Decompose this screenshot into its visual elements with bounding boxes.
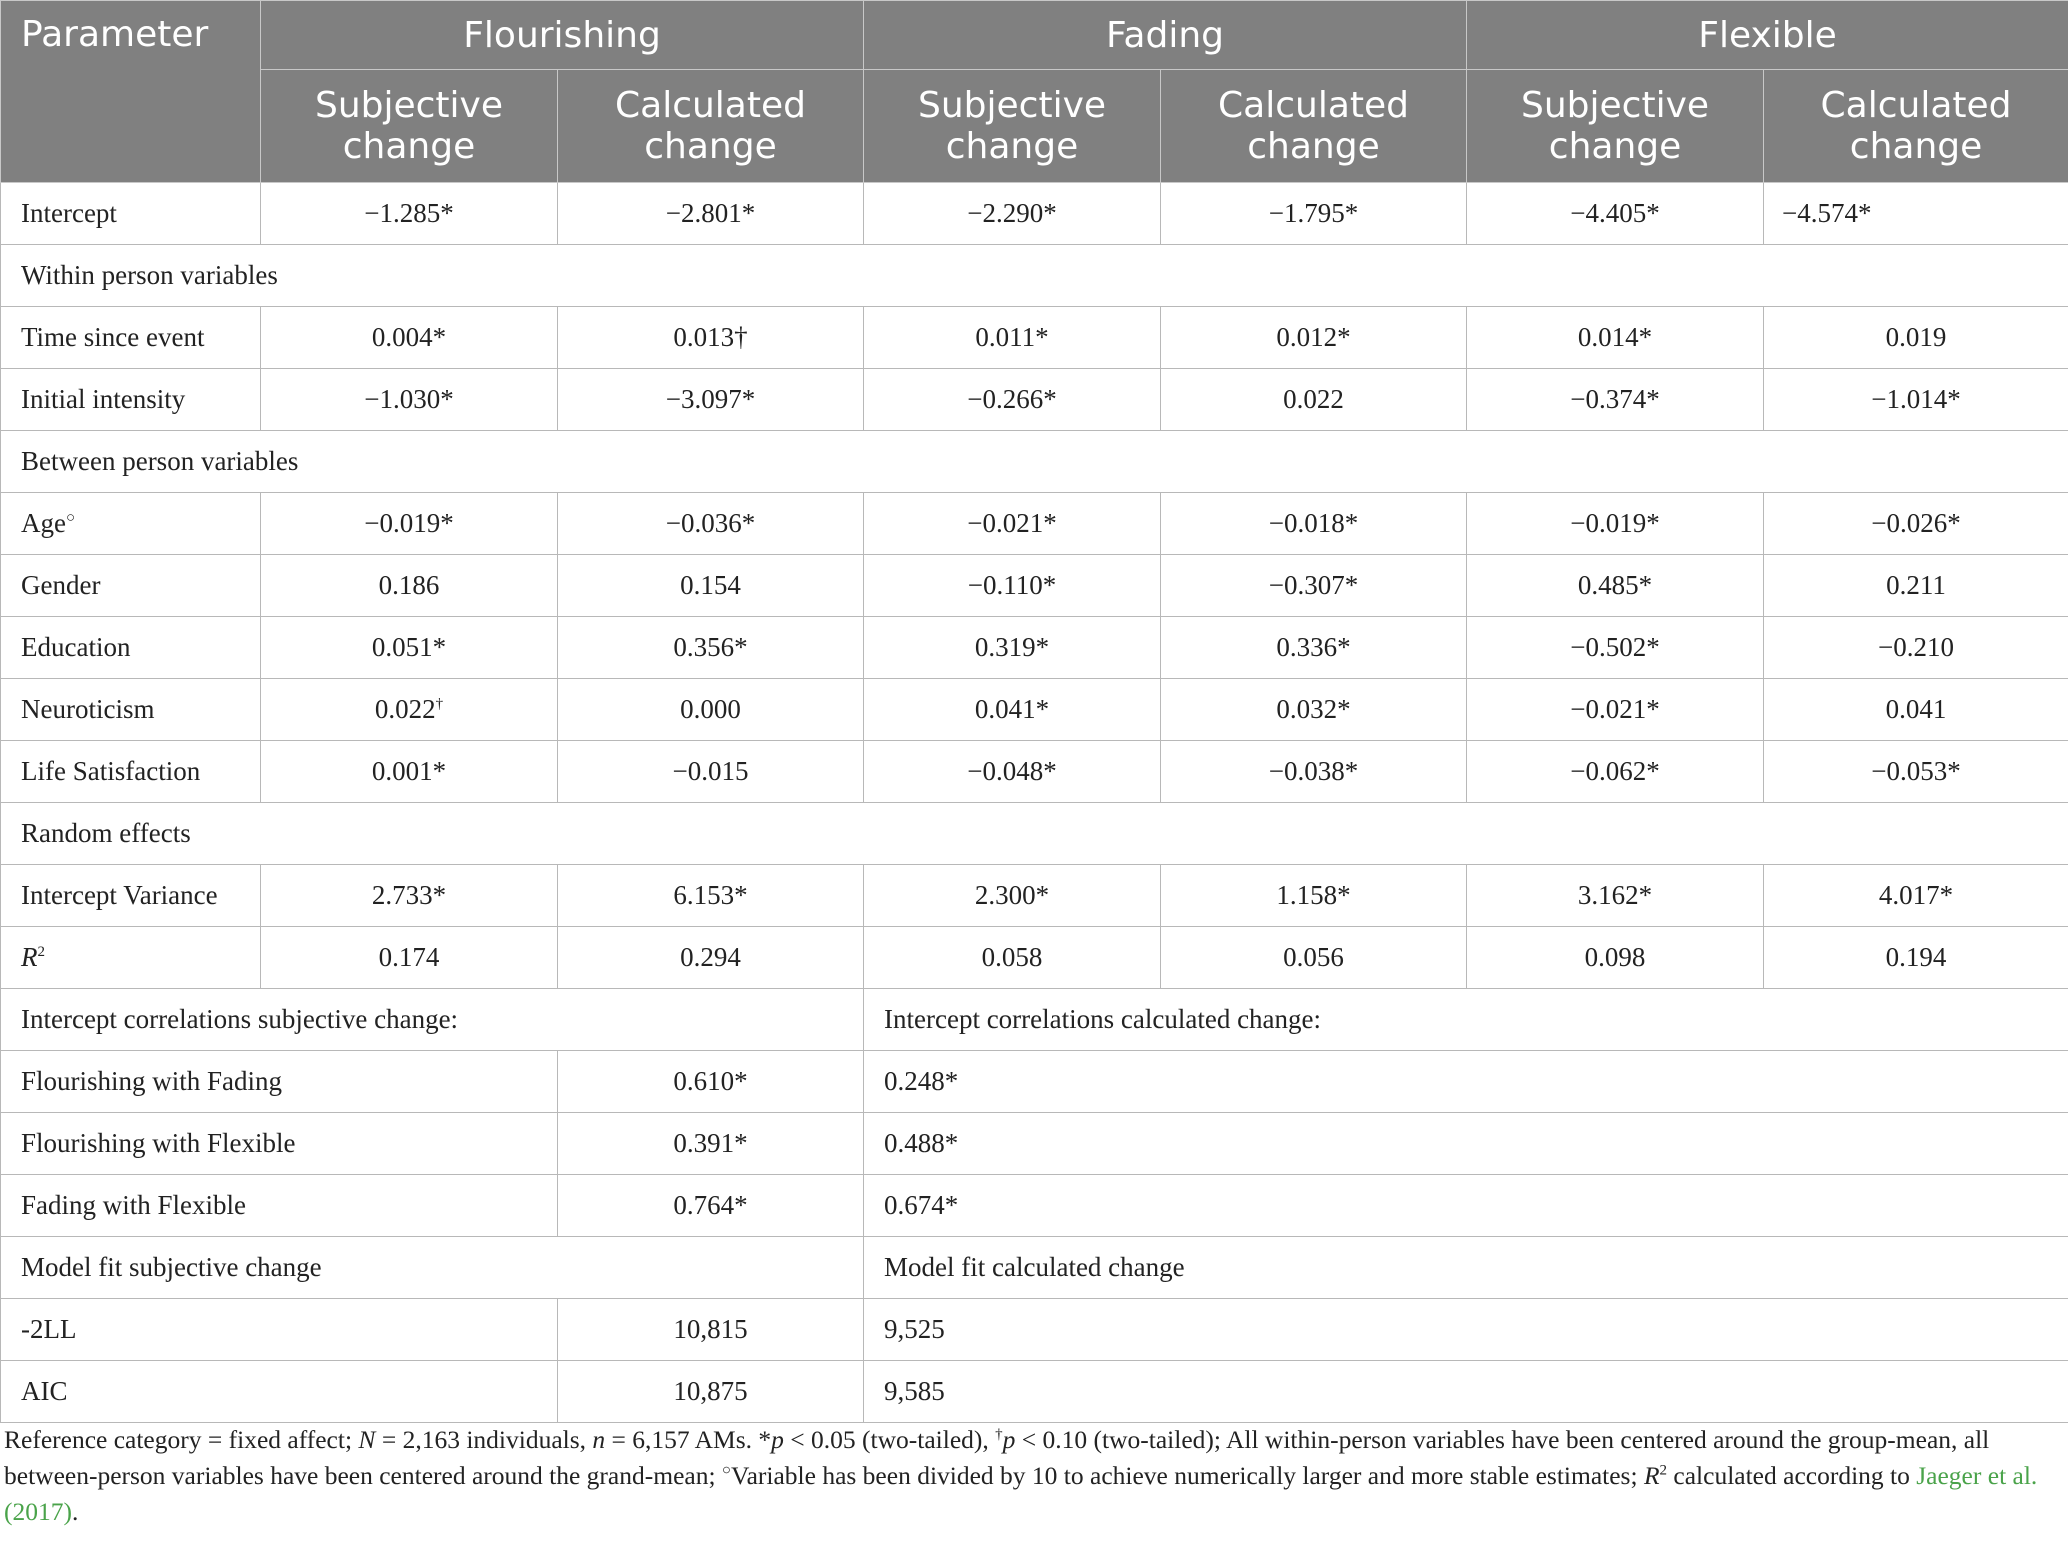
superscript: 2 bbox=[37, 944, 45, 960]
table-cell: −0.038* bbox=[1161, 741, 1467, 803]
cell-value: 0.022 bbox=[374, 694, 436, 724]
section-title: Model fit calculated change bbox=[864, 1237, 2068, 1299]
table-cell: −1.285* bbox=[261, 183, 558, 245]
table-row bbox=[1, 493, 2068, 555]
table-row bbox=[1, 865, 2068, 927]
note-text: < 0.10 (two-tailed); All within-person variables have been centered around the group-mean, all between-person variables have been centered around the grand-mean; bbox=[4, 1425, 1990, 1490]
section-row bbox=[1, 803, 2068, 865]
note-text: p bbox=[771, 1425, 784, 1454]
row-label bbox=[1, 493, 261, 555]
note-text: Reference category = fixed affect; bbox=[4, 1425, 359, 1454]
table-cell: 4.017* bbox=[1764, 865, 2068, 927]
table-cell: 0.022 bbox=[1161, 369, 1467, 431]
table-cell: 2.300* bbox=[864, 865, 1161, 927]
header-sub: Calculated change bbox=[558, 70, 864, 183]
section-row bbox=[1, 1237, 2068, 1299]
table-row bbox=[1, 1299, 2068, 1361]
footnote-mark: † bbox=[435, 696, 444, 712]
row-label: Life Satisfaction bbox=[1, 741, 261, 803]
table-cell: −0.026* bbox=[1764, 493, 2068, 555]
table-cell: 0.019 bbox=[1764, 307, 2068, 369]
table-cell: −3.097* bbox=[558, 369, 864, 431]
table-cell: 0.488* bbox=[864, 1113, 2068, 1175]
table-cell: 0.000 bbox=[558, 679, 864, 741]
note-text: p bbox=[1002, 1425, 1016, 1454]
row-label: Time since event bbox=[1, 307, 261, 369]
table-cell: 0.610* bbox=[558, 1051, 864, 1113]
header-group-flexible: Flexible bbox=[1467, 1, 2068, 70]
table-cell: 0.391* bbox=[558, 1113, 864, 1175]
table-cell: 0.032* bbox=[1161, 679, 1467, 741]
section-row bbox=[1, 431, 2068, 493]
table-cell: 0.041 bbox=[1764, 679, 2068, 741]
note-text: < 0.05 (two-tailed), bbox=[783, 1425, 996, 1454]
table-cell: 0.674* bbox=[864, 1175, 2068, 1237]
footnote-mark: ○ bbox=[721, 1462, 731, 1479]
table-cell: −0.019* bbox=[1467, 493, 1764, 555]
section-title: Intercept correlations calculated change: bbox=[864, 989, 2068, 1051]
row-label: Neuroticism bbox=[1, 679, 261, 741]
table-cell: 0.356* bbox=[558, 617, 864, 679]
footnote-mark: ○ bbox=[65, 510, 76, 526]
table-cell: 9,525 bbox=[864, 1299, 2068, 1361]
table-cell: 0.041* bbox=[864, 679, 1161, 741]
table-cell: 1.158* bbox=[1161, 865, 1467, 927]
table-cell: 0.056 bbox=[1161, 927, 1467, 989]
table-row bbox=[1, 1175, 2068, 1237]
table-row bbox=[1, 183, 2068, 245]
table-cell: −0.018* bbox=[1161, 493, 1467, 555]
row-label-text: R bbox=[21, 942, 38, 972]
table-cell: 0.248* bbox=[864, 1051, 2068, 1113]
table-row bbox=[1, 1113, 2068, 1175]
table-row bbox=[1, 555, 2068, 617]
table-cell: −0.053* bbox=[1764, 741, 2068, 803]
table-cell: −4.574* bbox=[1764, 183, 2068, 245]
row-label: Education bbox=[1, 617, 261, 679]
header-sub: Subjective change bbox=[261, 70, 558, 183]
table-cell: −0.502* bbox=[1467, 617, 1764, 679]
table-row bbox=[1, 927, 2068, 989]
table-cell: −0.048* bbox=[864, 741, 1161, 803]
note-text: Variable has been divided by 10 to achieve numerically larger and more stable estimates; bbox=[730, 1461, 1644, 1490]
table-cell: 3.162* bbox=[1467, 865, 1764, 927]
table-cell: 0.058 bbox=[864, 927, 1161, 989]
note-text: . bbox=[71, 1497, 79, 1526]
header-sub: Calculated change bbox=[1161, 70, 1467, 183]
table-cell: 0.194 bbox=[1764, 927, 2068, 989]
table-cell: 6.153* bbox=[558, 865, 864, 927]
table-cell bbox=[261, 679, 558, 741]
table-row bbox=[1, 1051, 2068, 1113]
table-row bbox=[1, 679, 2068, 741]
row-label: AIC bbox=[1, 1361, 558, 1423]
table-cell: 0.319* bbox=[864, 617, 1161, 679]
table-row bbox=[1, 741, 2068, 803]
section-title: Within person variables bbox=[1, 245, 2068, 307]
table-cell: 0.011* bbox=[864, 307, 1161, 369]
table-row bbox=[1, 617, 2068, 679]
row-label-text: Age bbox=[21, 508, 66, 538]
table-cell: 0.013† bbox=[558, 307, 864, 369]
table-cell: 0.154 bbox=[558, 555, 864, 617]
table-cell: −0.015 bbox=[558, 741, 864, 803]
table-cell: 0.211 bbox=[1764, 555, 2068, 617]
row-label: Initial intensity bbox=[1, 369, 261, 431]
table-cell: 0.186 bbox=[261, 555, 558, 617]
table-cell: 0.051* bbox=[261, 617, 558, 679]
header-sub: Calculated change bbox=[1764, 70, 2068, 183]
section-row bbox=[1, 989, 2068, 1051]
row-label: Flourishing with Fading bbox=[1, 1051, 558, 1113]
row-label: Intercept Variance bbox=[1, 865, 261, 927]
row-label: Intercept bbox=[1, 183, 261, 245]
section-title: Model fit subjective change bbox=[1, 1237, 864, 1299]
row-label: Gender bbox=[1, 555, 261, 617]
note-text: = 2,163 individuals, bbox=[375, 1425, 593, 1454]
superscript: 2 bbox=[1659, 1462, 1668, 1479]
table-cell: 0.294 bbox=[558, 927, 864, 989]
footnote-mark: † bbox=[995, 1426, 1003, 1443]
table-cell: −0.307* bbox=[1161, 555, 1467, 617]
table-cell: 0.014* bbox=[1467, 307, 1764, 369]
section-title: Random effects bbox=[1, 803, 2068, 865]
table-cell: −0.210 bbox=[1764, 617, 2068, 679]
table-cell: −2.290* bbox=[864, 183, 1161, 245]
table-cell: 0.004* bbox=[261, 307, 558, 369]
table-cell: −1.030* bbox=[261, 369, 558, 431]
table-cell: −0.374* bbox=[1467, 369, 1764, 431]
table-cell: −0.110* bbox=[864, 555, 1161, 617]
row-label: Flourishing with Flexible bbox=[1, 1113, 558, 1175]
table-cell: 0.174 bbox=[261, 927, 558, 989]
note-text: = 6,157 AMs. * bbox=[605, 1425, 772, 1454]
table-cell: 0.336* bbox=[1161, 617, 1467, 679]
table-cell: −4.405* bbox=[1467, 183, 1764, 245]
table-cell: −0.021* bbox=[864, 493, 1161, 555]
table-cell: 0.001* bbox=[261, 741, 558, 803]
table-footnote bbox=[0, 1422, 2054, 1530]
note-text: calculated according to bbox=[1667, 1461, 1917, 1490]
table-cell: 10,815 bbox=[558, 1299, 864, 1361]
header-parameter: Parameter bbox=[1, 1, 261, 183]
section-title: Intercept correlations subjective change: bbox=[1, 989, 864, 1051]
row-label: Fading with Flexible bbox=[1, 1175, 558, 1237]
table-row bbox=[1, 1361, 2068, 1423]
table-cell: 9,585 bbox=[864, 1361, 2068, 1423]
row-label bbox=[1, 927, 261, 989]
note-text: R bbox=[1643, 1461, 1660, 1490]
header-group-fading: Fading bbox=[864, 1, 1467, 70]
table-cell: 0.764* bbox=[558, 1175, 864, 1237]
row-label: -2LL bbox=[1, 1299, 558, 1361]
table-cell: 10,875 bbox=[558, 1361, 864, 1423]
table-cell: −2.801* bbox=[558, 183, 864, 245]
table-cell: −0.266* bbox=[864, 369, 1161, 431]
table-cell: 0.012* bbox=[1161, 307, 1467, 369]
table-cell: −0.021* bbox=[1467, 679, 1764, 741]
header-group-flourishing: Flourishing bbox=[261, 1, 864, 70]
section-row bbox=[1, 245, 2068, 307]
header-sub: Subjective change bbox=[864, 70, 1161, 183]
table-cell: −0.062* bbox=[1467, 741, 1764, 803]
table-row bbox=[1, 369, 2068, 431]
header-sub: Subjective change bbox=[1467, 70, 1764, 183]
table-cell: 0.098 bbox=[1467, 927, 1764, 989]
table-cell: −0.036* bbox=[558, 493, 864, 555]
table-cell: −1.014* bbox=[1764, 369, 2068, 431]
table-cell: −1.795* bbox=[1161, 183, 1467, 245]
section-title: Between person variables bbox=[1, 431, 2068, 493]
reference-link[interactable]: Jaeger et al. (2017) bbox=[4, 1461, 2038, 1526]
table-row bbox=[1, 307, 2068, 369]
note-text: N bbox=[358, 1425, 376, 1454]
table-cell: −0.019* bbox=[261, 493, 558, 555]
table-cell: 0.485* bbox=[1467, 555, 1764, 617]
table-cell: 2.733* bbox=[261, 865, 558, 927]
note-text: n bbox=[592, 1425, 606, 1454]
